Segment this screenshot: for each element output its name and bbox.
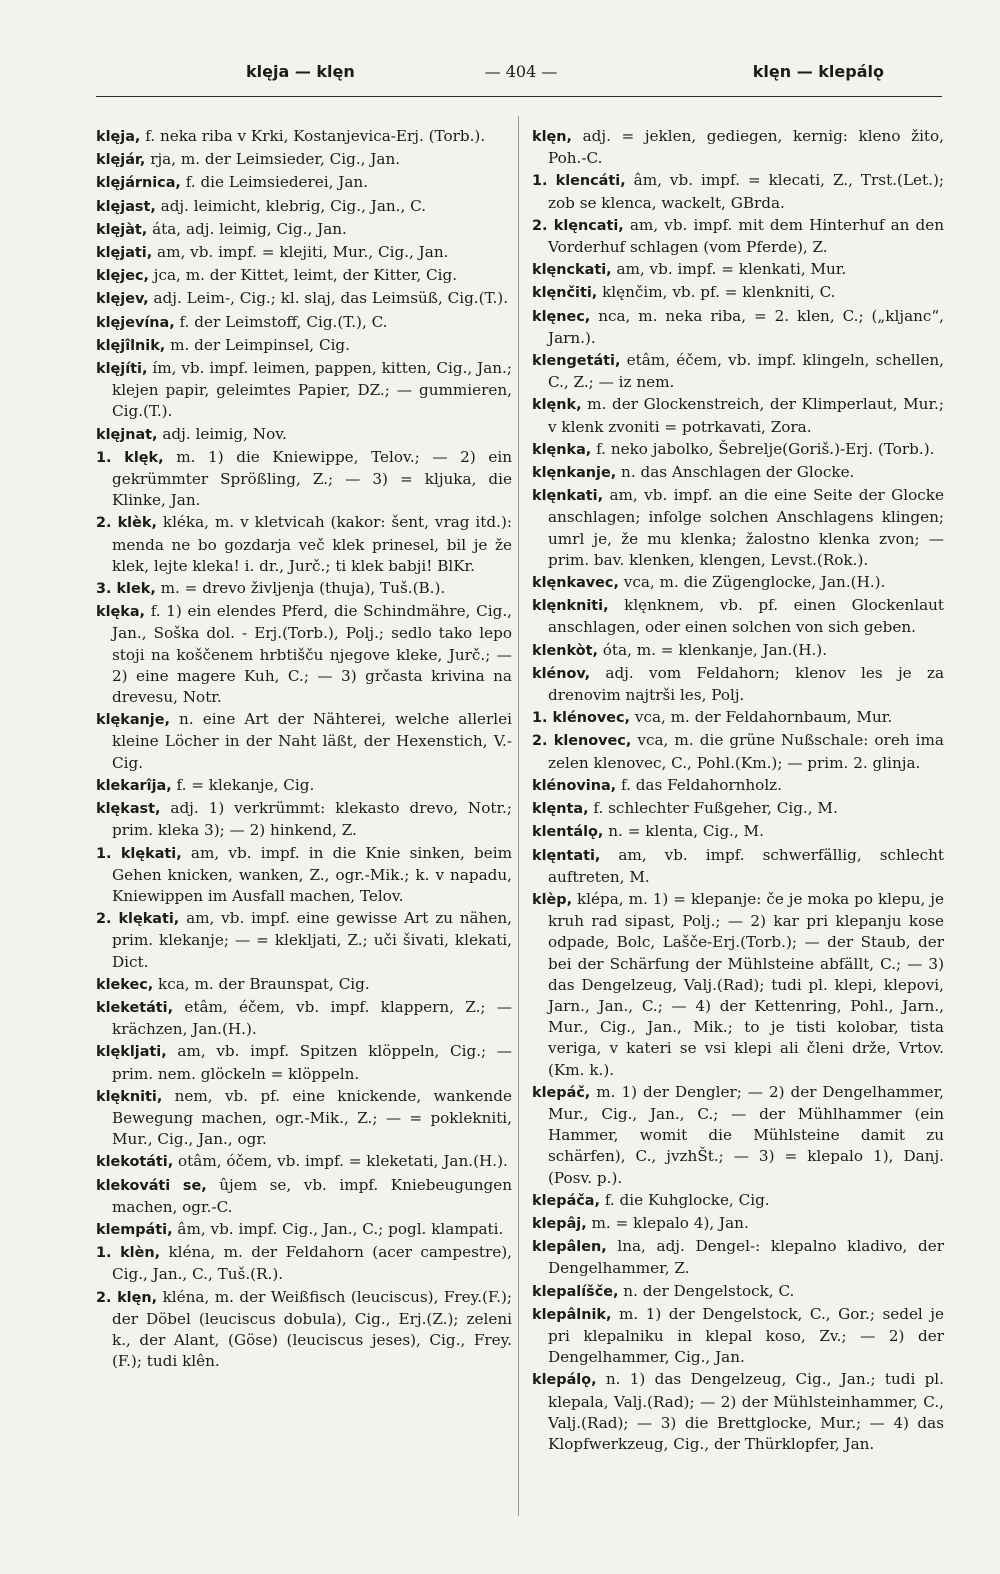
dictionary-entry	[532, 282, 944, 304]
running-head-left: klęja — klęn	[246, 62, 355, 81]
entry-definition: am, vb. impf. Spitzen klöppeln, Cig.; — prim. nem. glöckeln = klöppeln.	[112, 1042, 512, 1083]
entry-headword: klękljati,	[96, 1044, 167, 1061]
entry-headword: klęjevína,	[96, 314, 175, 331]
dictionary-entry	[96, 1151, 512, 1173]
dictionary-entry	[96, 424, 512, 446]
entry-headword: kleketáti,	[96, 999, 174, 1016]
entry-definition: âm, vb. impf. = klecati, Z., Trst.(Let.); zob se klenca, wackelt, GBrda.	[548, 171, 944, 212]
dictionary-entry	[532, 485, 944, 571]
dictionary-entry	[96, 1287, 512, 1373]
entry-headword: klekováti se,	[96, 1177, 207, 1194]
dictionary-entry	[532, 350, 944, 393]
dictionary-entry	[96, 335, 512, 357]
entry-headword: 2. klèk,	[96, 515, 157, 532]
entry-headword: klęnka,	[532, 441, 592, 458]
entry-headword: klęja,	[96, 129, 141, 145]
dictionary-entry	[532, 215, 944, 258]
entry-definition: vca, m. die Zügenglocke, Jan.(H.).	[623, 573, 886, 592]
entry-definition: adj. leimicht, klebrig, Cig., Jan., C.	[160, 196, 427, 215]
entry-definition: m. = klepalo 4), Jan.	[591, 1213, 749, 1232]
entry-definition: m. 1) der Dengelstock, C., Gor.; sedel je pri klepalniku in klepal koso, Zv.; — 2) der Dengelhammer, Cig., Jan.	[548, 1304, 945, 1367]
entry-definition: ím, vb. impf. leimen, pappen, kitten, Cig., Jan.; klejen papir, geleimtes Papier, DZ.; — gummieren, Cig.(T.).	[112, 359, 512, 421]
entry-headword: klękast,	[96, 801, 161, 818]
dictionary-entry	[96, 126, 512, 148]
entry-headword: klepáč,	[532, 1084, 591, 1101]
dictionary-entry	[96, 997, 512, 1040]
entry-headword: klęnkati,	[532, 488, 604, 505]
entry-definition: am, vb. impf. = klejiti, Mur., Cig., Jan.	[157, 243, 449, 262]
entry-definition: etâm, éčem, vb. impf. klingeln, schellen, C., Z.; — iz nem.	[548, 351, 945, 392]
header-rule	[96, 96, 942, 97]
entry-definition: vca, m. der Feldahornbaum, Mur.	[634, 708, 893, 727]
dictionary-entry	[532, 462, 944, 484]
entry-definition: am, vb. impf. an die eine Seite der Glocke anschlagen; infolge solchen Anschlagens klingen; umrl je, že mu klenka; žalostno klenka zvon; — prim. bav. klenken, klengen, Levst.(Rok.).	[548, 486, 944, 569]
entry-definition: m. der Leimpinsel, Cig.	[170, 335, 350, 354]
entry-headword: klęnk,	[532, 397, 582, 414]
dictionary-entry	[96, 1175, 512, 1218]
entry-definition: am, vb. impf. mit dem Hinterhuf an den Vorderhuf schlagen (vom Pferde), Z.	[548, 215, 944, 257]
entry-definition: f. das Feldahornholz.	[620, 775, 783, 794]
dictionary-entry	[532, 1304, 944, 1369]
dictionary-entry	[532, 306, 944, 349]
dictionary-entry	[96, 709, 512, 774]
entry-headword: klęnkanje,	[532, 465, 617, 482]
dictionary-entry	[532, 572, 944, 594]
dictionary-entry	[96, 358, 512, 423]
running-head-right: klęn — klepálǫ	[752, 62, 884, 81]
entry-definition: kléna, m. der Weißfisch (leuciscus), Frey.(F.); der Döbel (leuciscus dobula), Cig., Erj.(Z.); zeleni k., der Alant, (Göse) (leuciscus jeses), Cig., Frey.(F.); tudi klên.	[112, 1287, 513, 1371]
entry-headword: klèp,	[532, 891, 573, 908]
entry-headword: klénov,	[532, 665, 591, 682]
entry-headword: 1. klénovec,	[532, 710, 631, 727]
entry-headword: klęnckati,	[532, 262, 612, 279]
dictionary-entry	[96, 288, 512, 310]
entry-definition: am, vb. impf. eine gewisse Art zu nähen, prim. klekanje; — = klekljati, Z.; uči šivati, klekati, Dict.	[112, 909, 512, 971]
entry-definition: f. schlechter Fußgeher, Cig., M.	[593, 799, 838, 818]
entry-headword: klengetáti,	[532, 353, 621, 370]
dictionary-entry	[532, 1369, 944, 1455]
entry-definition: f. die Kuhglocke, Cig.	[604, 1190, 770, 1209]
dictionary-entry	[96, 512, 512, 577]
entry-headword: klęnčiti,	[532, 285, 598, 302]
dictionary-entry	[532, 730, 944, 773]
dictionary-entry	[532, 1213, 944, 1235]
entry-headword: klęntati,	[532, 847, 601, 864]
dictionary-entry	[532, 821, 944, 843]
entry-definition: am, vb. impf. = klenkati, Mur.	[616, 260, 847, 279]
dictionary-entry	[532, 1082, 944, 1189]
entry-headword: klęn,	[532, 129, 572, 145]
entry-headword: klęjev,	[96, 291, 149, 308]
dictionary-entry	[532, 889, 944, 1081]
dictionary-entry	[96, 775, 512, 797]
dictionary-entry	[532, 707, 944, 729]
dictionary-entry	[96, 578, 512, 600]
entry-definition: etâm, éčem, vb. impf. klappern, Z.; — krächzen, Jan.(H.).	[112, 997, 513, 1039]
dictionary-entry	[96, 908, 512, 973]
entry-definition: lna, adj. Dengel-: klepalno kladivo, der Dengelhammer, Z.	[548, 1237, 945, 1278]
entry-definition: âm, vb. impf. Cig., Jan., C.; pogl. klampati.	[177, 1219, 504, 1238]
dictionary-entry	[96, 219, 512, 241]
dictionary-entry	[96, 843, 512, 908]
entry-definition: ûjem se, vb. impf. Kniebeugungen machen, ogr.-C.	[112, 1175, 513, 1216]
right-column	[532, 126, 944, 1456]
dictionary-entry	[96, 601, 512, 708]
entry-headword: klekotáti,	[96, 1154, 174, 1171]
dictionary-entry	[532, 775, 944, 797]
dictionary-entry	[96, 172, 512, 194]
entry-headword: klepalíšče,	[532, 1283, 619, 1300]
entry-headword: 2. klenovec,	[532, 733, 632, 750]
entry-headword: 2. klękati,	[96, 911, 180, 928]
entry-headword: 1. klęk,	[96, 449, 164, 466]
entry-definition: n. = klenta, Cig., M.	[608, 822, 764, 841]
entry-definition: kléna, m. der Feldahorn (acer campestre), Cig., Jan., C., Tuš.(R.).	[112, 1243, 512, 1284]
entry-definition: f. neko jabolko, Šebrelje(Goriš.)-Erj. (Torb.).	[596, 439, 935, 458]
entry-definition: vca, m. die grüne Nußschale: oreh ima zelen klenovec, C., Pohl.(Km.); — prim. 2. glinja.	[548, 731, 944, 772]
entry-headword: 1. klencáti,	[532, 173, 626, 190]
page-number: — 404 —	[484, 62, 558, 81]
dictionary-entry	[96, 196, 512, 218]
dictionary-entry	[532, 798, 944, 820]
entry-definition: klęnknem, vb. pf. einen Glockenlaut anschlagen, oder einen solchen von sich geben.	[548, 596, 945, 637]
entry-headword: klęjíti,	[96, 361, 148, 378]
entry-headword: klepâj,	[532, 1215, 587, 1232]
entry-headword: klekarîja,	[96, 777, 172, 794]
entry-headword: klekec,	[96, 976, 154, 993]
entry-definition: klépa, m. 1) = klepanje: če je moka po klepu, je kruh rad sipast, Polj.; — 2) kar pri klepanju kose odpade, Bolc, Lašče-Erj.(Torb.); — der Staub, der bei der Schärfung der Mühlsteine abfällt, C.; — 3) das Dengelzeug, Valj.(Rad); tudi pl. klepi, klepovi, Jarn., Jan., C.; — 4) der Kettenring, Pohl., Jarn., Mur., Cig., Jan., Mik.; to je tisti kolobar, tista veriga, v kateri se vsi klepi ali členi drže, Vrtov.(Km. k.).	[548, 889, 945, 1079]
entry-definition: adj. Leim-, Cig.; kl. slaj, das Leimsüß, Cig.(T.).	[153, 289, 509, 308]
dictionary-entry	[532, 259, 944, 281]
entry-definition: f. der Leimstoff, Cig.(T.), C.	[179, 312, 388, 331]
entry-definition: f. neka riba v Krki, Kostanjevica-Erj. (Torb.).	[145, 127, 486, 145]
entry-headword: klempáti,	[96, 1221, 173, 1238]
entry-headword: 3. klek,	[96, 581, 156, 598]
entry-definition: m. 1) die Kniewippe, Telov.; — 2) ein gekrümmter Sprößling, Z.; — 3) = kljuka, die Klinke, Jan.	[112, 447, 512, 510]
entry-definition: áta, adj. leimig, Cig., Jan.	[152, 219, 347, 238]
entry-definition: m. 1) der Dengler; — 2) der Dengelhammer, Mur., Cig., Jan., C.; — der Mühlhammer (ein Hammer, womit die Mühlsteine damit zu schärfen), C., jvzhŠt.; — 3) = klepalo 1), Danj.(Posv. p.).	[548, 1082, 944, 1187]
dictionary-entry	[96, 1086, 512, 1151]
dictionary-entry	[96, 447, 512, 512]
dictionary-entry	[96, 265, 512, 287]
entry-headword: klęjec,	[96, 268, 149, 285]
entry-headword: 1. klèn,	[96, 1245, 161, 1262]
entry-headword: klęnkavec,	[532, 575, 619, 592]
entry-definition: m. = drevo življenja (thuja), Tuš.(B.).	[160, 579, 446, 598]
entry-definition: nem, vb. pf. eine knickende, wankende Bewegung machen, ogr.-Mik., Z.; — = poklekniti, Mur., Cig., Jan., ogr.	[112, 1086, 512, 1149]
dictionary-entry	[532, 640, 944, 662]
entry-headword: klepâlnik,	[532, 1306, 612, 1323]
dictionary-entry	[532, 170, 944, 213]
entry-headword: klęka,	[96, 604, 146, 621]
entry-definition: kca, m. der Braunspat, Cig.	[158, 974, 370, 993]
entry-headword: klentálǫ,	[532, 824, 604, 841]
entry-definition: nca, m. neka riba, = 2. klen, C.; („kljanc“, Jarn.).	[548, 306, 945, 347]
entry-definition: m. der Glockenstreich, der Klimperlaut, Mur.; v klenk zvoniti = potrkavati, Zora.	[548, 395, 944, 436]
dictionary-entry	[96, 1041, 512, 1084]
dictionary-entry	[532, 439, 944, 461]
entry-headword: 2. klęncati,	[532, 217, 624, 234]
entry-definition: jca, m. der Kittet, leimt, der Kitter, Cig.	[153, 266, 458, 285]
column-divider	[518, 116, 519, 1516]
dictionary-entry	[96, 242, 512, 264]
entry-definition: n. eine Art der Nähterei, welche allerlei kleine Löcher in der Naht läßt, der Hexenstich, V.-Cig.	[112, 710, 512, 772]
entry-definition: f. 1) ein elendes Pferd, die Schindmähre, Cig., Jan., Soška dol. - Erj.(Torb.), Polj.; sedlo tako lepo stoji na koščenem hrbtišču njegove kleke, Jurč.; — 2) eine magere Kuh, C.; — 3) grčasta krivina na drevesu, Notr.	[112, 602, 512, 707]
dictionary-entry	[532, 126, 944, 169]
entry-definition: klęnčim, vb. pf. = klenkniti, C.	[602, 283, 836, 302]
dictionary-entry	[532, 1236, 944, 1279]
dictionary-entry	[532, 394, 944, 437]
entry-definition: otâm, óčem, vb. impf. = kleketati, Jan.(H.).	[178, 1152, 508, 1171]
entry-definition: adj. leimig, Nov.	[162, 424, 287, 443]
entry-headword: klękanje,	[96, 712, 170, 729]
entry-definition: óta, m. = klenkanje, Jan.(H.).	[602, 640, 828, 659]
entry-headword: 1. klękati,	[96, 845, 182, 862]
entry-headword: klepáča,	[532, 1192, 600, 1209]
entry-definition: n. 1) das Dengelzeug, Cig., Jan.; tudi pl. klepala, Valj.(Rad); — 2) der Mühlsteinhammer, C., Valj.(Rad); — 3) die Brettglocke, Mur.; — 4) das Klopfwerkzeug, Cig., der Thürklopfer, Jan.	[548, 1370, 944, 1453]
dictionary-entry	[532, 663, 944, 706]
entry-headword: klęjár,	[96, 152, 146, 169]
entry-definition: n. das Anschlagen der Glocke.	[621, 463, 855, 482]
entry-definition: am, vb. impf. in die Knie sinken, beim Gehen knicken, wanken, Z., ogr.-Mik.; k. v napadu, Kniewippen im Ausfall machen, Telov.	[112, 843, 512, 905]
running-head	[96, 62, 942, 86]
dictionary-entry	[96, 149, 512, 171]
dictionary-entry	[532, 595, 944, 638]
entry-definition: adj. 1) verkrümmt: klekasto drevo, Notr.; prim. kleka 3); — 2) hinkend, Z.	[112, 799, 513, 840]
entry-definition: am, vb. impf. schwerfällig, schlecht auftreten, M.	[548, 845, 945, 886]
dictionary-entry	[96, 974, 512, 996]
entry-headword: klęjárnica,	[96, 175, 181, 192]
entry-headword: klepâlen,	[532, 1239, 607, 1256]
entry-headword: klęjast,	[96, 198, 156, 215]
entry-headword: klęjàt,	[96, 221, 148, 238]
entry-headword: klęnta,	[532, 801, 589, 818]
entry-headword: klęnec,	[532, 308, 591, 325]
entry-definition: rja, m. der Leimsieder, Cig., Jan.	[150, 150, 401, 169]
dictionary-entry	[532, 845, 944, 888]
entry-definition: kléka, m. v kletvicah (kakor: šent, vrag itd.): menda ne bo gozdarja več klek prinesel, bil je že klek, lejte kleka! i. dr., Jurč.; ti klek babji! BlKr.	[112, 513, 512, 575]
entry-definition: adj. vom Feldahorn; klenov les je za drenovim najtrši les, Polj.	[548, 663, 945, 705]
dictionary-entry	[532, 1190, 944, 1212]
entry-headword: klénovina,	[532, 777, 617, 794]
entry-headword: klenkòt,	[532, 642, 598, 659]
entry-headword: klęjnat,	[96, 426, 158, 443]
dictionary-entry	[532, 1281, 944, 1303]
dictionary-entry	[96, 312, 512, 334]
entry-headword: klęjati,	[96, 245, 153, 262]
entry-definition: f. = klekanje, Cig.	[176, 775, 315, 794]
dictionary-entry	[96, 1242, 512, 1285]
entry-headword: 2. klęn,	[96, 1289, 158, 1306]
entry-headword: klepálǫ,	[532, 1372, 597, 1389]
entry-definition: n. der Dengelstock, C.	[623, 1281, 795, 1300]
entry-headword: klękniti,	[96, 1088, 163, 1105]
left-column	[96, 126, 512, 1373]
entry-definition: adj. = jeklen, gediegen, kernig: kleno žito, Poh.-C.	[548, 127, 945, 168]
entry-definition: f. die Leimsiederei, Jan.	[185, 173, 369, 192]
entry-headword: klęnkniti,	[532, 598, 609, 615]
dictionary-entry	[96, 798, 512, 841]
entry-headword: klęjîlnik,	[96, 337, 166, 354]
dictionary-entry	[96, 1219, 512, 1241]
